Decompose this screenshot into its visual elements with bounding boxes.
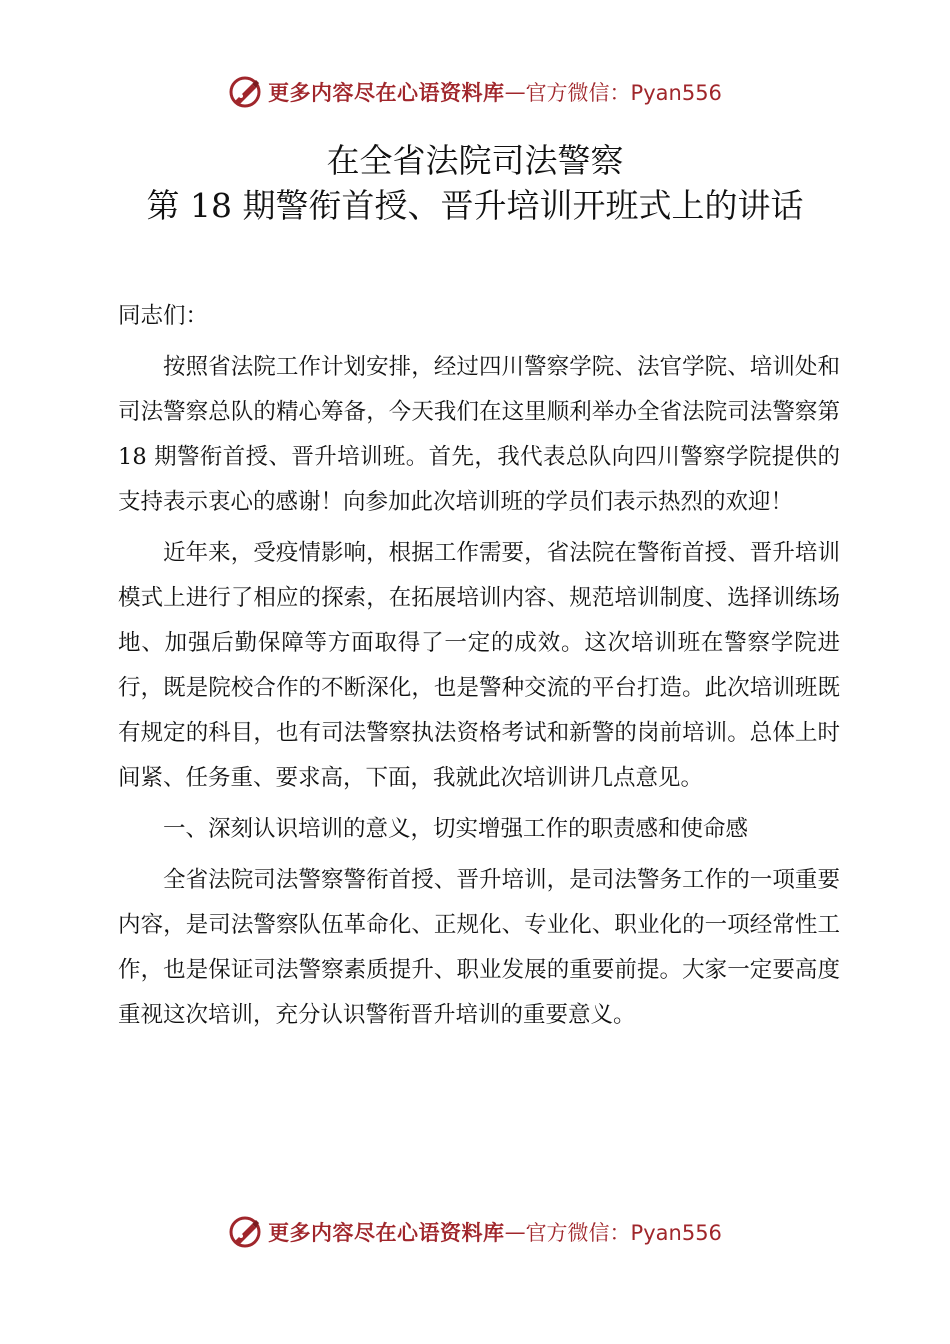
footer-watermark xyxy=(0,1212,950,1252)
watermark-separator: — xyxy=(504,80,526,104)
watermark-wechat: 官方微信：Pyan556 xyxy=(525,81,722,105)
document-title-line1: 在全省法院司法警察 xyxy=(326,141,624,180)
watermark-separator: — xyxy=(504,1220,526,1244)
pen-logo-icon xyxy=(228,75,262,109)
paragraph: 近年来，受疫情影响，根据工作需要，省法院在警衔首授、晋升培训模式上进行了相应的探索，在拓展培训内容、规范培训制度、选择训练场地、加强后勤保障等方面取得了一定的成效。这次培训班在警察学院进行，既是院校合作的不断深化，也是警种交流的平台打造。此次培训班既有规定的科目，也有司法警察执法资格考试和新警的岗前培训。总体上时间紧、任务重、要求高，下面，我就此次培训讲几点意见。 xyxy=(118,540,840,791)
section-heading: 一、深刻认识培训的意义，切实增强工作的职责感和使命感 xyxy=(163,816,749,842)
document-title-line2: 第 18 期警衔首授、晋升培训开班式上的讲话 xyxy=(146,186,804,225)
paragraph: 按照省法院工作计划安排，经过四川警察学院、法官学院、培训处和司法警察总队的精心筹备，今天我们在这里顺利举办全省法院司法警察第 18 期警衔首授、晋升培训班。首先，我代表总队向四川警察学院提供的支持表示衷心的感谢！向参加此次培训班的学员们表示热烈的欢迎！ xyxy=(118,354,840,515)
watermark-wechat: 官方微信：Pyan556 xyxy=(525,1221,722,1245)
pen-logo-icon xyxy=(228,1215,262,1249)
watermark-text: 更多内容尽在心语资料库 xyxy=(268,81,505,105)
paragraph: 全省法院司法警察警衔首授、晋升培训，是司法警务工作的一项重要内容，是司法警察队伍革命化、正规化、专业化、职业化的一项经常性工作，也是保证司法警察素质提升、职业发展的重要前提。大家一定要高度重视这次培训，充分认识警衔晋升培训的重要意义。 xyxy=(118,867,840,1028)
watermark-text: 更多内容尽在心语资料库 xyxy=(268,1221,505,1245)
salutation: 同志们： xyxy=(118,303,209,329)
header-watermark xyxy=(0,72,950,112)
document-body xyxy=(118,294,840,1038)
